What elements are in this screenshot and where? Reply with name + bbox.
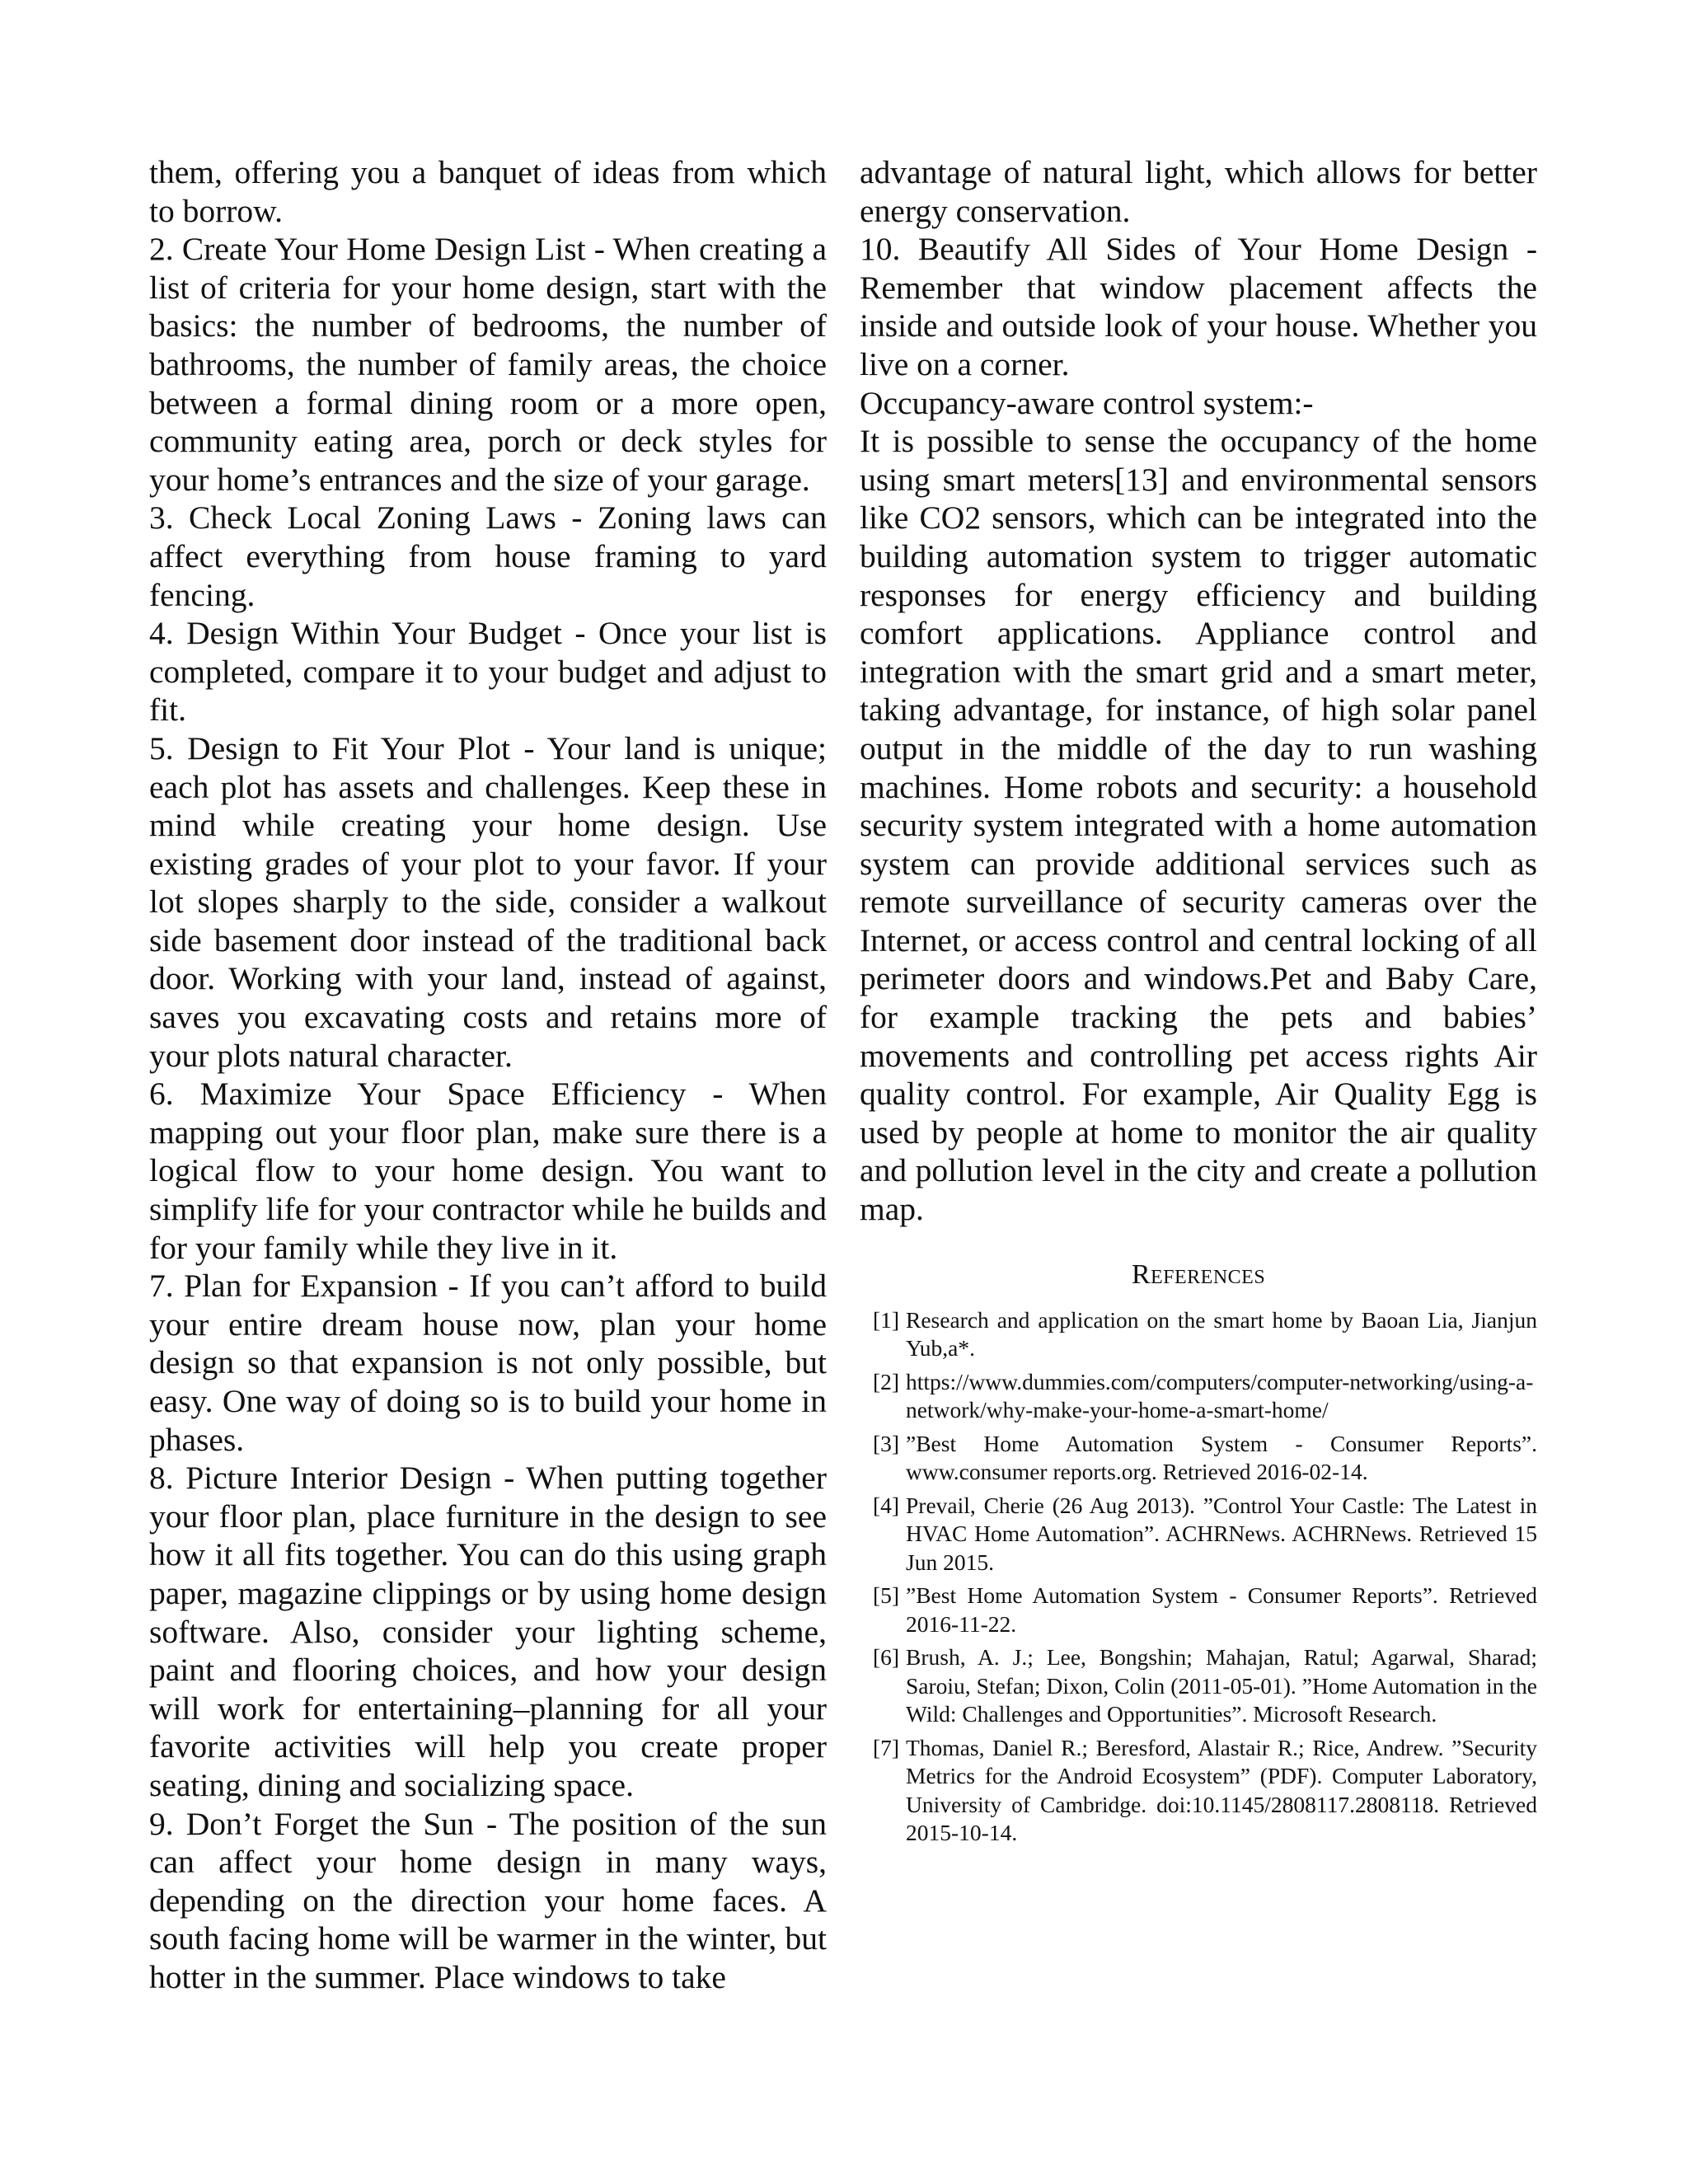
reference-number: [2] bbox=[873, 1368, 900, 1394]
reference-item bbox=[860, 1734, 1537, 1848]
paragraph: 6. Maximize Your Space Efficiency - When mapping out your floor plan, make sure there is a logical flow to your home design. You want to simplify life for your contractor while he builds and for your family while they live in it. bbox=[149, 1076, 827, 1266]
reference-text: ”Best Home Automation System - Consumer Reports”. Retrieved 2016-11-22. bbox=[906, 1582, 1537, 1637]
reference-item bbox=[860, 1582, 1537, 1638]
paragraph: 4. Design Within Your Budget - Once your list is completed, compare it to your budget and adjust to fit. bbox=[149, 615, 827, 729]
reference-number: [7] bbox=[873, 1734, 900, 1760]
reference-number: [6] bbox=[873, 1644, 900, 1671]
paragraph: 5. Design to Fit Your Plot - Your land is unique; each plot has assets and challenges. Keep these in mind while creating your home design. Use existing grades of your plot to your favor. If your lot slopes sharply to the side, consider a walkout side basement door instead of the traditional back door. Working with your land, instead of against, saves you excavating costs and retains more of your plots natural character. bbox=[149, 729, 827, 1074]
paragraph: 7. Plan for Expansion - If you can’t afford to build your entire dream house now, plan your home design so that expansion is not only possible, but easy. One way of doing so is to build your home in phases. bbox=[149, 1268, 827, 1458]
paragraph: 2. Create Your Home Design List - When creating a list of criteria for your home design, start with the basics: the number of bedrooms, the number of bathrooms, the number of family areas, the choice between a formal dining room or a more open, community eating area, porch or deck styles for your home’s entrances and the size of your garage. bbox=[149, 231, 827, 498]
right-column bbox=[860, 153, 1537, 1853]
paragraph: 3. Check Local Zoning Laws - Zoning laws can affect everything from house framing to yard fencing. bbox=[149, 499, 827, 613]
reference-item bbox=[860, 1492, 1537, 1577]
reference-text: Brush, A. J.; Lee, Bongshin; Mahajan, Ratul; Agarwal, Sharad; Saroiu, Stefan; Dixon, Colin (2011-05-01). ”Home Automation in the Wild: Challenges and Opportunities”. Microsoft Research. bbox=[906, 1644, 1537, 1727]
paragraph: It is possible to sense the occupancy of the home using smart meters[13] and environmental sensors like CO2 sensors, which can be integrated into the building automation system to trigger automatic responses for energy efficiency and building comfort applications. Appliance control and integration with the smart grid and a smart meter, taking advantage, for instance, of high solar panel output in the middle of the day to run washing machines. Home robots and security: a household security system integrated with a home automation system can provide additional services such as remote surveillance of security cameras over the Internet, or access control and central locking of all perimeter doors and windows.Pet and Baby Care, for example tracking the pets and babies’ movements and controlling pet access rights Air quality control. For example, Air Quality Egg is used by people at home to monitor the air quality and pollution level in the city and create a pollution map. bbox=[860, 423, 1537, 1228]
reference-number: [4] bbox=[873, 1492, 900, 1518]
reference-text: Thomas, Daniel R.; Beresford, Alastair R.; Rice, Andrew. ”Security Metrics for the Android Ecosystem” (PDF). Computer Laboratory, University of Cambridge. doi:10.1145/2808117.2808118. Retrieved 2015-10-14. bbox=[906, 1734, 1537, 1846]
reference-number: [5] bbox=[873, 1582, 900, 1609]
reference-text: ”Best Home Automation System - Consumer Reports”. www.consumer reports.org. Retrieved 2016-02-14. bbox=[906, 1430, 1537, 1485]
reference-item bbox=[860, 1368, 1537, 1425]
reference-item bbox=[860, 1643, 1537, 1729]
reference-list bbox=[860, 1306, 1537, 1848]
paragraph: advantage of natural light, which allows for better energy conservation. bbox=[860, 154, 1537, 229]
references-heading: References bbox=[1131, 1258, 1266, 1290]
reference-text: Prevail, Cherie (26 Aug 2013). ”Control Your Castle: The Latest in HVAC Home Automation”. ACHRNews. ACHRNews. Retrieved 15 Jun 2015. bbox=[906, 1492, 1537, 1575]
reference-item bbox=[860, 1306, 1537, 1363]
paragraph: them, offering you a banquet of ideas from which to borrow. bbox=[149, 154, 827, 229]
paragraph: 10. Beautify All Sides of Your Home Design - Remember that window placement affects the inside and outside look of your house. Whether you live on a corner. bbox=[860, 231, 1537, 382]
reference-item bbox=[860, 1430, 1537, 1487]
reference-text: Research and application on the smart home by Baoan Lia, Jianjun Yub,a*. bbox=[906, 1306, 1537, 1361]
left-column bbox=[149, 153, 827, 1997]
paragraph: 9. Don’t Forget the Sun - The position of the sun can affect your home design in many ways, depending on the direction your home faces. A south facing home will be warmer in the winter, but hotter in the summer. Place windows to take bbox=[149, 1805, 827, 1995]
reference-number: [1] bbox=[873, 1306, 900, 1333]
section-label: Occupancy-aware control system:- bbox=[860, 384, 1314, 421]
reference-url-text[interactable]: https://www.dummies.com/computers/computer-networking/using-a-network/why-make-your-home-a-smart-home/ bbox=[906, 1368, 1534, 1423]
reference-number: [3] bbox=[873, 1430, 900, 1456]
paragraph: 8. Picture Interior Design - When putting together your floor plan, place furniture in the design to see how it all fits together. You can do this using graph paper, magazine clippings or by using home design software. Also, consider your lighting scheme, paint and flooring choices, and how your design will work for entertaining–planning for all your favorite activities will help you create proper seating, dining and socializing space. bbox=[149, 1460, 827, 1803]
